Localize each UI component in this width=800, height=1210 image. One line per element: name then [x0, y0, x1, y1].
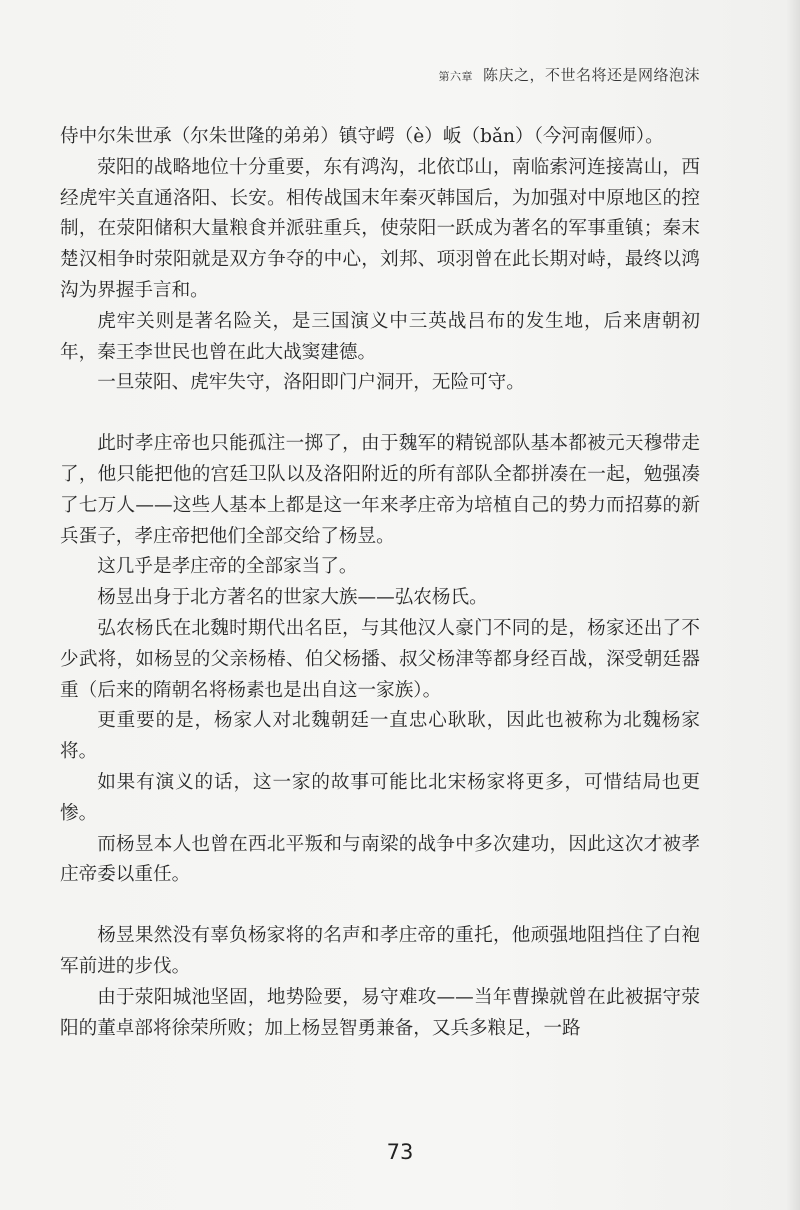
- chapter-title: 陈庆之，不世名将还是网络泡沫: [482, 66, 700, 84]
- paragraph: 一旦荥阳、虎牢失守，洛阳即门户洞开，无险可守。: [97, 372, 525, 394]
- section-break: [60, 891, 700, 921]
- paragraph: 弘农杨氏在北魏时期代出名臣，与其他汉人豪门不同的是，杨家还出了不少武将，如杨昱的父亲杨椿、伯父杨播、叔父杨津等都身经百战，深受朝廷器重（后来的隋朝名将杨素也是出自这一家族）。: [60, 617, 700, 701]
- page-number: 73: [386, 1140, 414, 1164]
- paragraph: 荥阳的战略地位十分重要，东有鸿沟，北依邙山，南临索河连接嵩山，西经虎牢关直通洛阳、长安。相传战国末年秦灭韩国后，为加强对中原地区的控制，在荥阳储积大量粮食并派驻重兵，使荥阳一跃成为著名的军事重镇；秦末楚汉相争时荥阳就是双方争夺的中心，刘邦、项羽曾在此长期对峙，最终以鸿沟为界握手言和。: [60, 156, 700, 301]
- paragraph: 这几乎是孝庄帝的全部家当了。: [97, 556, 358, 578]
- paragraph: 由于荥阳城池坚固，地势险要，易守难攻——当年曹操就曾在此被据守荥阳的董卓部将徐荣所败；加上杨昱智勇兼备，又兵多粮足，一路: [60, 986, 700, 1039]
- paragraph: 杨昱果然没有辜负杨家将的名声和孝庄帝的重托，他顽强地阻挡住了白袍军前进的步伐。: [60, 925, 700, 977]
- chapter-number: 第六章: [438, 70, 473, 83]
- paragraph: 此时孝庄帝也只能孤注一掷了，由于魏军的精锐部队基本都被元天穆带走了，他只能把他的宫廷卫队以及洛阳附近的所有部队全都拼凑在一起，勉强凑了七万人——这些人基本上都是这一年来孝庄帝为培植自己的势力而招募的新兵蛋子，孝庄帝把他们全部交给了杨昱。: [60, 433, 700, 547]
- body-text: [60, 122, 700, 1044]
- page-edge-shadow: [786, 0, 800, 1210]
- paragraph: 侍中尔朱世承（尔朱世隆的弟弟）镇守崿（è）岅（bǎn）（今河南偃师）。: [60, 126, 664, 147]
- paragraph: 虎牢关则是著名险关，是三国演义中三英战吕布的发生地，后来唐朝初年，秦王李世民也曾在此大战窦建德。: [60, 310, 700, 363]
- paragraph: 更重要的是，杨家人对北魏朝廷一直忠心耿耿，因此也被称为北魏杨家将。: [60, 710, 700, 763]
- section-break: [60, 399, 700, 429]
- paragraph: 而杨昱本人也曾在西北平叛和与南梁的战争中多次建功，因此这次才被孝庄帝委以重任。: [60, 833, 700, 886]
- paragraph: 杨昱出身于北方著名的世家大族——弘农杨氏。: [97, 587, 488, 609]
- paragraph: 如果有演义的话，这一家的故事可能比北宋杨家将更多，可惜结局也更惨。: [60, 771, 700, 824]
- running-header: [400, 64, 700, 85]
